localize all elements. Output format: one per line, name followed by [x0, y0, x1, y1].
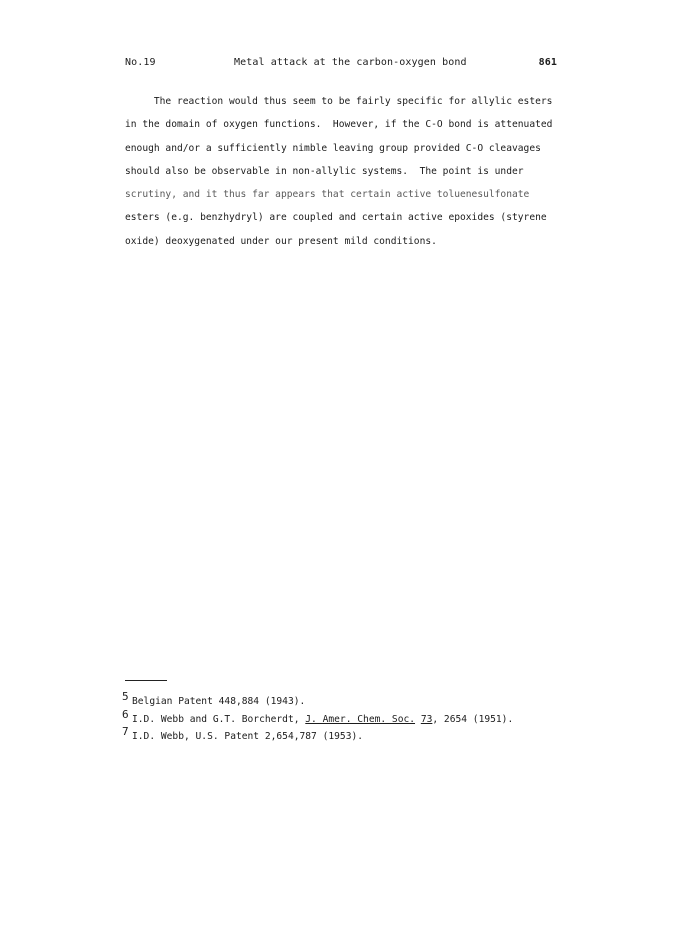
- footnote-6: [122, 708, 562, 726]
- footnote-mark: 5: [122, 690, 129, 703]
- body-line: should also be observable in non-allylic systems. The point is under: [125, 165, 524, 177]
- footnote-5: [122, 690, 562, 708]
- footnote-mark: 7: [122, 725, 129, 738]
- footnote-divider: [125, 680, 167, 681]
- body-paragraph: [125, 95, 565, 258]
- footnote-text: , 2654 (1951).: [432, 713, 514, 725]
- body-line: enough and/or a sufficiently nimble leaving group provided C-O cleavages: [125, 142, 541, 154]
- body-line: scrutiny, and it thus far appears that certain active toluenesulfonate: [125, 189, 530, 201]
- journal-volume: 73: [420, 713, 433, 725]
- body-line: esters (e.g. benzhydryl) are coupled and certain active epoxides (styrene: [125, 212, 547, 224]
- footnote-text: Belgian Patent 448,884 (1943).: [132, 696, 306, 707]
- issue-number: No.19: [125, 57, 156, 68]
- footnotes: [122, 690, 562, 743]
- footnote-text: I.D. Webb, U.S. Patent 2,654,787 (1953).: [132, 731, 364, 742]
- journal-title: J. Amer. Chem. Soc.: [305, 713, 416, 725]
- footnote-mark: 6: [122, 707, 129, 721]
- footnote-text: I.D. Webb and G.T. Borcherdt,: [132, 713, 306, 725]
- page-number: 861: [538, 57, 557, 68]
- footnote-7: [122, 725, 562, 743]
- body-line: in the domain of oxygen functions. However, if the C-O bond is attenuated: [125, 119, 553, 131]
- body-line: oxide) deoxygenated under our present mild conditions.: [125, 235, 437, 247]
- running-title: Metal attack at the carbon-oxygen bond: [234, 57, 467, 68]
- body-line: The reaction would thus seem to be fairly specific for allylic esters: [125, 96, 553, 107]
- page-header: [125, 57, 557, 73]
